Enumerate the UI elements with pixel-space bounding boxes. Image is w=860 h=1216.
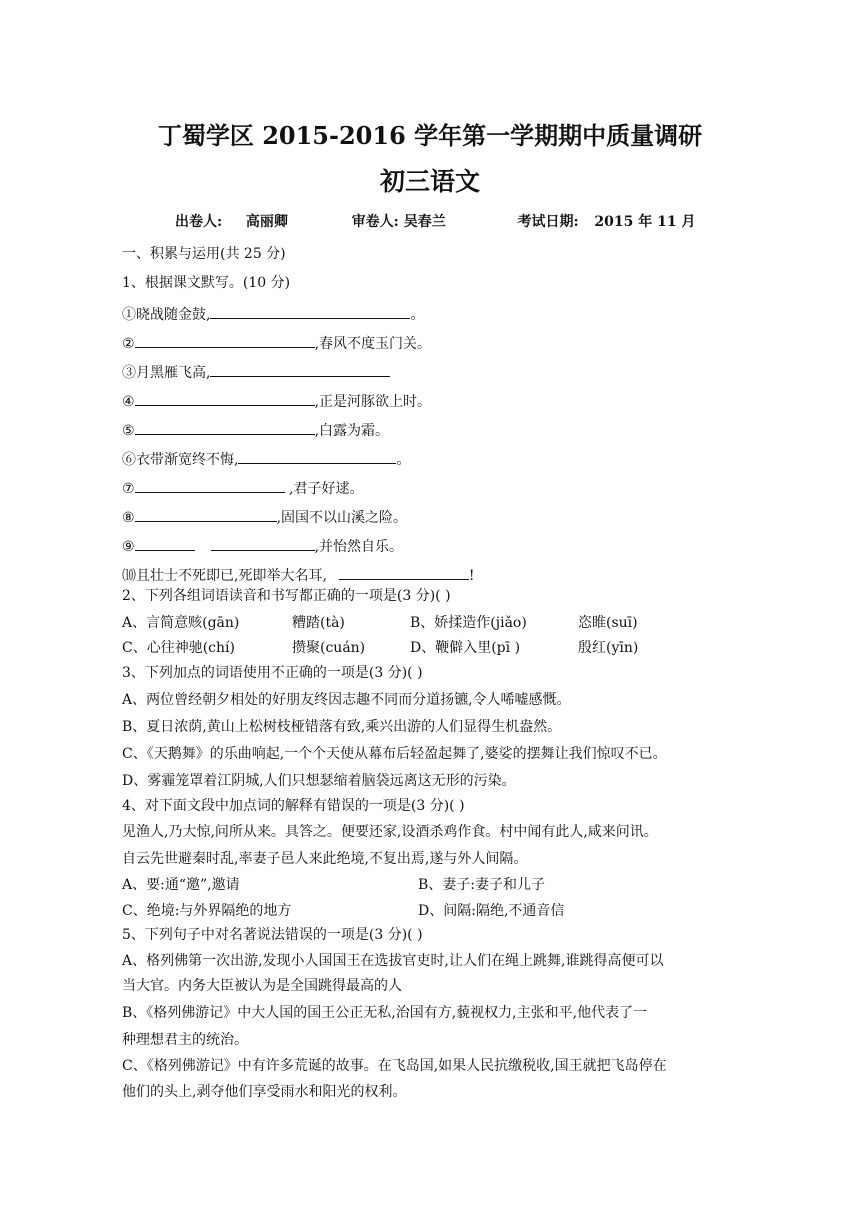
setter-label: 出卷人:: [175, 214, 223, 230]
answer-blank[interactable]: [135, 535, 195, 551]
q3-option: B、夏日浓荫,黄山上松树枝桠错落有致,乘兴出游的人们显得生机盎然。: [122, 719, 562, 735]
reviewer-label: 审卷人:: [351, 214, 399, 230]
q1-item: ④ ,正是河豚欲上时。: [122, 390, 431, 412]
exam-meta: [175, 211, 695, 231]
q3-title: 3、下列加点的词语使用不正确的一项是(3 分)( ): [122, 665, 423, 681]
exam-title: 丁蜀学区 2015-2016 学年第一学期期中质量调研: [157, 121, 703, 150]
answer-blank[interactable]: [135, 506, 277, 522]
setter-name: 高丽卿: [245, 214, 288, 230]
answer-blank[interactable]: [238, 448, 396, 464]
q3-option: C、《天鹅舞》的乐曲响起,一个个天使从幕布后轻盈起舞了,婆娑的摆舞让我们惊叹不已。: [122, 746, 667, 762]
answer-blank[interactable]: [135, 419, 315, 435]
q1-item: ⑦ ,君子好逑。: [122, 477, 363, 499]
date-value: 2015 年 11 月: [594, 214, 696, 230]
answer-blank[interactable]: [339, 564, 469, 580]
reviewer-name: 吴春兰: [403, 214, 446, 230]
exam-subject: 初三语文: [379, 167, 480, 196]
q1-item: ①晓战随金鼓, 。: [122, 303, 424, 325]
section-heading: 一、积累与运用(共 25 分): [122, 246, 286, 262]
q1-item: ③月黑雁飞高,: [122, 361, 390, 383]
q3-option: D、雾霾笼罩着江阴城,人们只想瑟缩着脑袋远离这无形的污染。: [122, 773, 516, 789]
q1-title: 1、根据课文默写。(10 分): [122, 275, 291, 291]
answer-blank[interactable]: [135, 477, 285, 493]
q5-line: 他们的头上,剥夺他们享受雨水和阳光的权利。: [122, 1084, 407, 1100]
q1-item: ⑤ ,白露为霜。: [122, 419, 389, 441]
answer-blank[interactable]: [135, 390, 315, 406]
answer-blank[interactable]: [210, 303, 410, 319]
q1-item: ⑨ ,并怡然自乐。: [122, 535, 403, 557]
answer-blank[interactable]: [135, 332, 315, 348]
q1-item: ⑽且壮士不死即已,死即举大名耳, !: [122, 564, 475, 586]
q5-line: 种理想君主的统治。: [122, 1032, 248, 1048]
answer-blank[interactable]: [210, 361, 390, 377]
q5-line: A、格列佛第一次出游,发现小人国国王在选拔官吏时,让人们在绳上跳舞,谁跳得高便可以: [122, 953, 664, 969]
q1-item: ⑥衣带渐宽终不悔, 。: [122, 448, 410, 470]
q2-title: 2、下列各组词语读音和书写都正确的一项是(3 分)( ): [122, 588, 451, 604]
q1-item: ② ,春风不度玉门关。: [122, 332, 431, 354]
q5-line: C、《格列佛游记》中有许多荒诞的故事。在飞岛国,如果人民抗缴税收,国王就把飞岛停在: [122, 1058, 667, 1074]
q4-passage-line: 见渔人,乃大惊,问所从来。具答之。便要还家,设酒杀鸡作食。村中闻有此人,咸来问讯。: [122, 824, 658, 840]
q5-line: 当大官。内务大臣被认为是全国跳得最高的人: [122, 978, 402, 994]
answer-blank[interactable]: [211, 535, 315, 551]
date-label: 考试日期:: [517, 214, 579, 230]
q4-title: 4、对下面文段中加点词的解释有错误的一项是(3 分)( ): [122, 798, 465, 814]
q3-option: A、两位曾经朝夕相处的好朋友终因志趣不同而分道扬镳,令人唏嘘感慨。: [122, 692, 571, 708]
q4-passage-line: 自云先世避秦时乱,率妻子邑人来此绝境,不复出焉,遂与外人间隔。: [122, 851, 528, 867]
q5-line: B、《格列佛游记》中大人国的国王公正无私,治国有方,藐视权力,主张和平,他代表了一: [122, 1005, 648, 1021]
q1-item: ⑧ ,固国不以山溪之险。: [122, 506, 407, 528]
q5-title: 5、下列句子中对名著说法错误的一项是(3 分)( ): [122, 927, 423, 943]
